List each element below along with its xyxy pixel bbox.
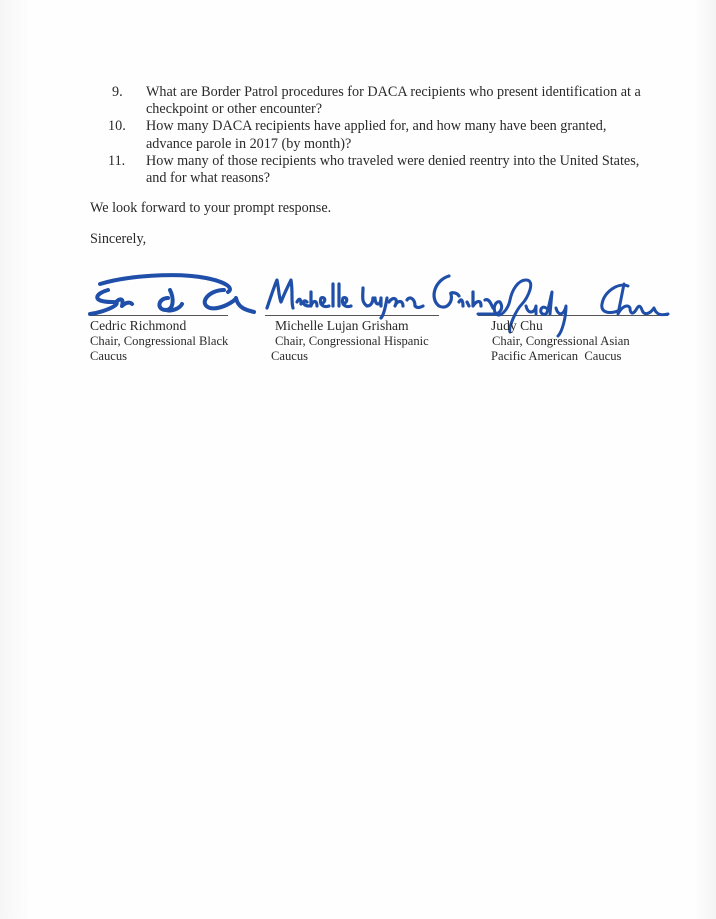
closing-sentence: We look forward to your prompt response. [90,200,332,216]
signature-grisham-icon [263,262,493,322]
question-item [108,84,668,118]
question-number: 9. [112,84,123,100]
signer-chu [491,318,630,365]
scan-edge-left [0,0,28,919]
signer-grisham [271,318,429,365]
signer-richmond [90,318,228,365]
signer-title: Chair, Congressional Black [90,333,229,348]
scan-edge-right [696,0,716,919]
question-line: advance parole in 2017 (by month)? [146,135,352,152]
signer-name: Judy Chu [491,318,543,333]
question-list [108,84,668,187]
question-item [108,153,668,187]
signer-title: Chair, Congressional Hispanic [275,333,429,348]
signer-name: Cedric Richmond [90,318,187,333]
question-number: 10. [108,118,126,135]
signer-title: Chair, Congressional Asian [492,333,630,348]
salutation: Sincerely, [90,231,147,247]
signer-title: Pacific American Caucus [491,349,622,363]
question-line: How many DACA recipients have applied for, and how many have been granted, [146,118,607,135]
signer-title: Caucus [271,349,309,363]
question-line: What are Border Patrol procedures for DACA recipients who present identification at a [146,84,641,100]
signer-title: Caucus [90,349,128,363]
question-item [108,118,668,152]
question-line: checkpoint or other encounter? [146,101,323,118]
question-number: 11. [108,152,126,169]
signer-name: Michelle Lujan Grisham [275,318,409,333]
question-line: and for what reasons? [146,170,271,187]
question-line: How many of those recipients who traveled were denied reentry into the United States, [146,152,640,169]
